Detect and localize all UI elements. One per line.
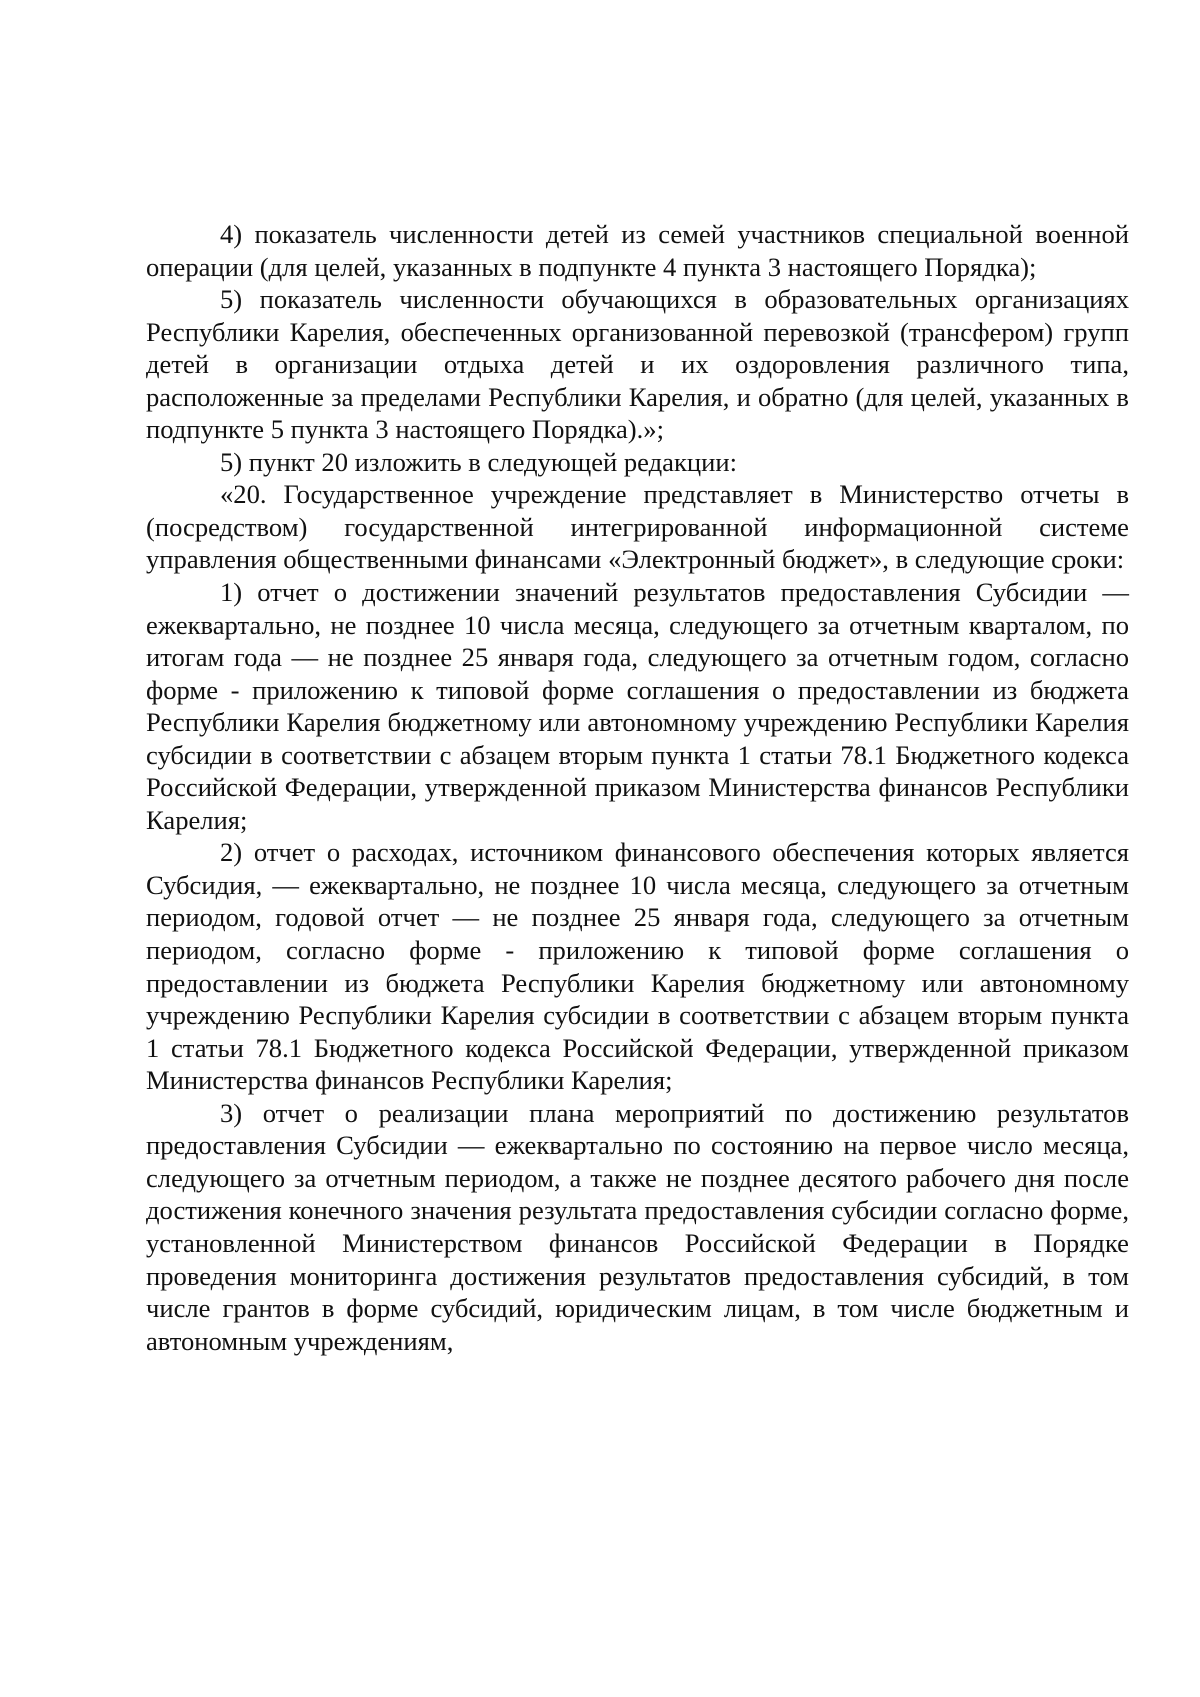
paragraph-item-5: 5) показатель численности обучающихся в образовательных организациях Республики Карелия, обеспеченных организованной перевозкой (трансфером) групп детей в организации отдыха детей и их оздоровления различного типа, расположенные за пределами Республики Карелия, и обратно (для целей, указанных в подпункте 5 пункта 3 настоящего Порядка).»;	[146, 284, 1129, 445]
document-body	[146, 218, 1129, 1357]
paragraph-report-1: 1) отчет о достижении значений результатов предоставления Субсидии — ежеквартально, не позднее 10 числа месяца, следующего за отчетным кварталом, по итогам года — не позднее 25 января года, следующего за отчетным годом, согласно форме - приложению к типовой форме соглашения о предоставлении из бюджета Республики Карелия бюджетному или автономному учреждению Республики Карелия субсидии в соответствии с абзацем вторым пункта 1 статьи 78.1 Бюджетного кодекса Российской Федерации, утвержденной приказом Министерства финансов Республики Карелия;	[146, 577, 1129, 835]
paragraph-report-3: 3) отчет о реализации плана мероприятий по достижению результатов предоставления Субсидии — ежеквартально по состоянию на первое число месяца, следующего за отчетным периодом, а также не позднее десятого рабочего дня после достижения конечного значения результата предоставления субсидии согласно форме, установленной Министерством финансов Российской Федерации в Порядке проведения мониторинга достижения результатов предоставления субсидий, в том числе грантов в форме субсидий, юридическим лицам, в том числе бюджетным и автономным учреждениям,	[146, 1097, 1129, 1356]
paragraph-point-20: «20. Государственное учреждение представляет в Министерство отчеты в (посредством) государственной интегрированной информационной системе управления общественными финансами «Электронный бюджет», в следующие сроки:	[146, 479, 1129, 575]
paragraph-report-2: 2) отчет о расходах, источником финансового обеспечения которых является Субсидия, — ежеквартально, не позднее 10 числа месяца, следующего за отчетным периодом, годовой отчет — не позднее 25 января года, следующего за отчетным периодом, согласно форме - приложению к типовой форме соглашения о предоставлении из бюджета Республики Карелия бюджетному или автономному учреждению Республики Карелия субсидии в соответствии с абзацем вторым пункта 1 статьи 78.1 Бюджетного кодекса Российской Федерации, утвержденной приказом Министерства финансов Республики Карелия;	[146, 837, 1129, 1096]
paragraph-amend-point-20: 5) пункт 20 изложить в следующей редакции:	[220, 446, 737, 477]
paragraph-item-4: 4) показатель численности детей из семей участников специальной военной операции (для целей, указанных в подпункте 4 пункта 3 настоящего Порядка);	[146, 219, 1129, 282]
